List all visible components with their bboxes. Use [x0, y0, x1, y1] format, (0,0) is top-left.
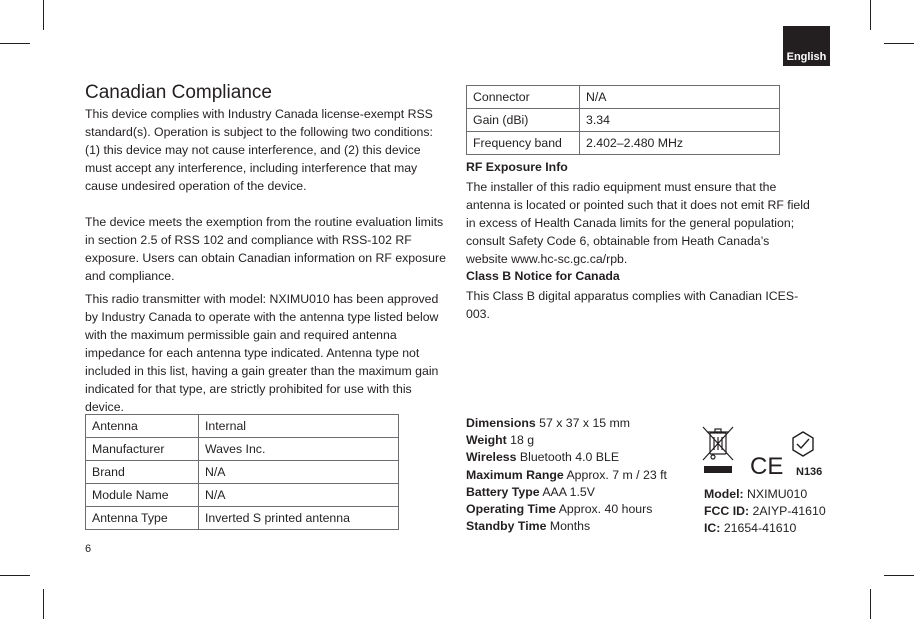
table-cell-value: Internal — [199, 415, 399, 438]
spec-value: 18 g — [506, 433, 535, 448]
spec-item — [466, 467, 667, 484]
page-number: 6 — [85, 543, 92, 555]
spec-value: AAA 1.5V — [539, 484, 595, 499]
table-cell-value: Waves Inc. — [199, 438, 399, 461]
spec-value: Approx. 40 hours — [555, 502, 653, 517]
crop-mark — [43, 589, 44, 619]
id-label: IC: — [704, 521, 721, 536]
table-row — [467, 86, 780, 109]
spec-label: Wireless — [466, 450, 517, 465]
class-b-text: This Class B digital apparatus complies with Canadian ICES-003. — [466, 289, 799, 321]
table-row — [467, 132, 780, 155]
table-row — [86, 438, 399, 461]
id-item — [704, 503, 826, 520]
language-tab — [783, 26, 830, 66]
table-row — [86, 415, 399, 438]
table-cell-label: Antenna Type — [86, 507, 199, 530]
rf-exposure-text: The installer of this radio equipment must ensure that the antenna is located or pointed such that it does not emit RF field in excess of Health Canada limits for the general population; consult Safety Code 6, obtainable from Heath Canada’s website www.hc-sc.gc.ca/rpb. — [466, 180, 810, 266]
id-value: 2AIYP-41610 — [749, 504, 826, 519]
page-title: Canadian Compliance — [85, 82, 272, 103]
spec-value: 57 x 37 x 15 mm — [535, 416, 631, 430]
spec-item — [466, 484, 667, 501]
crop-mark — [870, 0, 871, 30]
ce-mark-icon: CE — [750, 453, 784, 480]
crop-mark — [0, 575, 30, 576]
spec-label: Weight — [466, 433, 507, 448]
id-item — [704, 486, 826, 503]
class-b-heading: Class B Notice for Canada — [466, 269, 620, 283]
antenna-table — [85, 414, 399, 530]
table-cell-value: Inverted S printed antenna — [199, 507, 399, 530]
rf-exposure-heading: RF Exposure Info — [466, 160, 568, 174]
spec-item — [466, 415, 667, 432]
id-item — [704, 520, 826, 537]
spec-item — [466, 501, 667, 518]
id-value: 21654-41610 — [720, 521, 797, 536]
id-label: Model: — [704, 487, 744, 501]
rcm-mark-icon — [793, 432, 813, 456]
exemption-paragraph: The device meets the exemption from the routine evaluation limits in section 2.5 of RSS 102 and compliance with RSS-102 RF exposure. Users can obtain Canadian information on RF exposure and compliance. — [85, 215, 446, 283]
spec-label: Battery Type — [466, 484, 540, 499]
crop-mark — [884, 575, 914, 576]
table-cell-label: Antenna — [86, 415, 199, 438]
compliance-marks — [700, 424, 830, 480]
spec-label: Dimensions — [466, 416, 536, 430]
spec-label: Maximum Range — [466, 467, 564, 482]
weee-bar-icon — [704, 466, 732, 473]
frequency-table — [466, 85, 780, 155]
transmitter-paragraph: This radio transmitter with model: NXIMU010 has been approved by Industry Canada to operate with the antenna type listed below with the maximum permissible gain and required antenna impedance for each antenna type indicated. Antenna type not included in this list, having a gain greater than the maximum gain indicated for that type, are strictly prohibited for use with this device. — [85, 292, 439, 414]
table-cell-value: 2.402–2.480 MHz — [580, 132, 780, 155]
table-row — [86, 461, 399, 484]
id-value: NXIMU010 — [743, 487, 808, 501]
spec-item — [466, 449, 667, 466]
id-label: FCC ID: — [704, 504, 750, 519]
crop-mark — [870, 589, 871, 619]
spec-item — [466, 518, 667, 535]
specifications-list — [466, 415, 667, 535]
device-identifiers — [704, 486, 826, 538]
crop-mark — [0, 43, 30, 44]
table-row — [86, 507, 399, 530]
spec-value: Months — [546, 519, 591, 534]
rcm-code: N136 — [796, 466, 823, 478]
table-cell-label: Brand — [86, 461, 199, 484]
table-row — [86, 484, 399, 507]
table-cell-label: Module Name — [86, 484, 199, 507]
weee-bin-icon — [703, 427, 733, 460]
spec-label: Standby Time — [466, 519, 547, 534]
spec-item — [466, 432, 667, 449]
language-tab-label: English — [786, 51, 827, 63]
table-cell-label: Frequency band — [467, 132, 580, 155]
table-cell-label: Manufacturer — [86, 438, 199, 461]
table-cell-value: N/A — [580, 86, 780, 109]
table-cell-label: Connector — [467, 86, 580, 109]
spec-value: Bluetooth 4.0 BLE — [516, 450, 620, 465]
crop-mark — [884, 43, 914, 44]
table-cell-value: 3.34 — [580, 109, 780, 132]
table-row — [467, 109, 780, 132]
compliance-paragraph: This device complies with Industry Canada license-exempt RSS standard(s). Operation is subject to the following two conditions: (1) this device may not cause interference, and (2) this device must accept any interference, including interference that may cause undesired operation of the device. — [85, 107, 433, 193]
spec-label: Operating Time — [466, 502, 556, 517]
spec-value: Approx. 7 m / 23 ft — [563, 467, 667, 482]
table-cell-label: Gain (dBi) — [467, 109, 580, 132]
table-cell-value: N/A — [199, 484, 399, 507]
table-cell-value: N/A — [199, 461, 399, 484]
crop-mark — [43, 0, 44, 30]
